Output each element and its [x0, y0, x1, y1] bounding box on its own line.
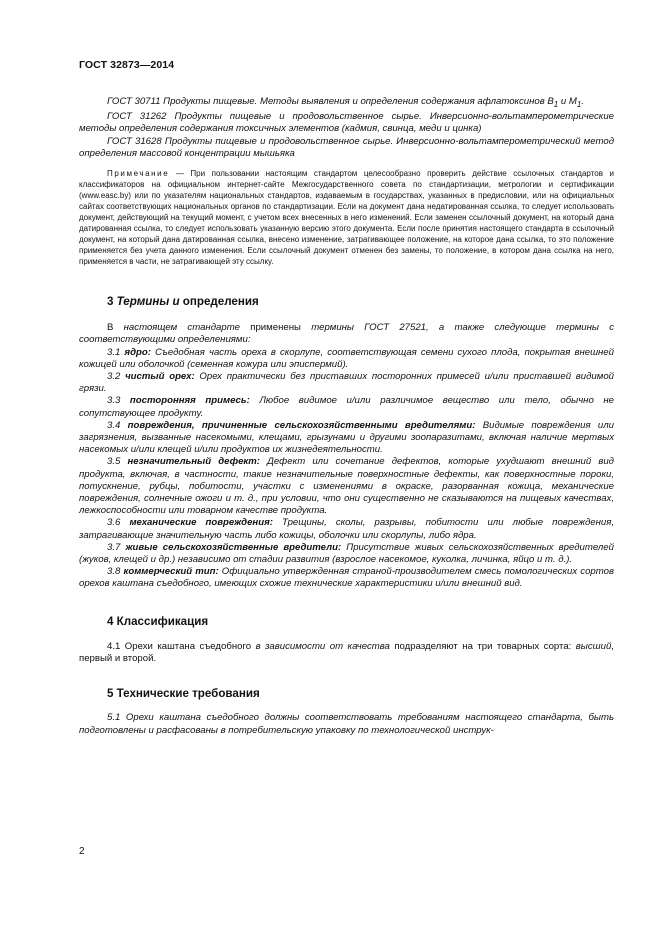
term-number: 3.5	[107, 456, 128, 468]
term-number: 3.2	[107, 370, 126, 382]
term-definition	[79, 371, 614, 395]
term-definition-text: Видимые повреждения или загрязнения, вызванные насекомыми, клещами, грызунами и другими зоопаразитами, включая наличие мертвых насекомых и/или клещей и/или продуктов их жизнедеятельности.	[79, 419, 614, 456]
heading-text-italic: Термины и	[116, 294, 180, 308]
term-definition-text: Присутствие живых сельскохозяйственных вредителей (жуков, клещей и др.) независимо от стадии развития (взрослое насекомое, куколка, личинка, яйцо и т. д.).	[79, 541, 614, 565]
subscript: 1	[553, 99, 559, 109]
term-number: 3.4	[107, 419, 128, 431]
term-definition	[79, 456, 614, 517]
term-definition-text: Любое видимое и/или различимое вещество или тело, обычно не сопутствующее продукту.	[79, 395, 614, 419]
term-definition	[79, 566, 614, 590]
term-name: коммерческий тип:	[123, 566, 219, 578]
term-name: незначительный дефект:	[127, 456, 261, 468]
term-definition-text: Трещины, сколы, разрывы, побитости или любые повреждения, затрагивающие значительную часть либо кожицы, оболочки или скорлупы, либо ядра.	[79, 517, 615, 541]
reference-gost-30711	[79, 96, 614, 111]
paragraph-text: , первый и второй.	[79, 640, 614, 664]
document-code-header: ГОСТ 32873—2014	[79, 59, 175, 71]
term-definition	[79, 517, 614, 541]
reference-text: ГОСТ 30711 Продукты пищевые. Методы выявления и определения содержания афлатоксинов В	[107, 96, 554, 107]
section-4-heading: 4 Классификация	[107, 614, 209, 628]
term-name: ядро:	[124, 346, 151, 358]
term-name: механические повреждения:	[129, 517, 273, 529]
term-name: живые сельскохозяйственные вредители:	[125, 541, 342, 553]
term-number: 3.7	[107, 541, 126, 553]
paragraph-text: 4.1 Орехи каштана съедобного	[107, 640, 256, 652]
term-number: 3.6	[107, 517, 130, 529]
section-5-heading: 5 Технические требования	[107, 687, 260, 701]
section-4-paragraph	[79, 641, 614, 665]
term-number: 3.3	[107, 395, 130, 407]
term-definitions-list	[79, 347, 614, 591]
term-definition-text: Официально утвержденная страной-производителем смесь помологических сортов орехов каштана съедобного, имеющих схожие технические характеристики и/или внешний вид.	[79, 566, 614, 590]
term-definition-text: Орех практически без приставших посторонних примесей и/или приставшей видимой грязи.	[79, 370, 615, 395]
note-paragraph	[79, 168, 614, 267]
intro-text: В	[107, 322, 124, 334]
term-name: повреждения, причиненные сельскохозяйственными вредителями:	[127, 419, 476, 431]
paragraph-text: подразделяют на три товарных сорта:	[389, 640, 576, 652]
reference-text: .	[581, 96, 585, 107]
heading-number: 3	[107, 294, 117, 308]
term-definition	[79, 347, 614, 371]
term-number: 3.1	[107, 346, 125, 358]
term-definition	[79, 395, 614, 419]
term-definition-text: Дефект или сочетание дефектов, которые ухудшают внешний вид продукта, включая, в частности, такие незначительные поверхностные дефекты, как поверхностные пороки, потускнение, рубцы, побитости, участки с изменениями в окраске, разорванная кожица, механические повреждения, солнечные ожоги и т. д., при условии, что они существенно не сказываются на пищевых качествах, лежкоспособности или товарном качестве продукта.	[79, 456, 614, 517]
note-label: Примечание	[107, 168, 170, 178]
reference-gost-31628: ГОСТ 31628 Продукты пищевые и продовольственное сырье. Инверсионно-вольтамперометрический метод определения массовой концентрации мышьяка	[79, 135, 614, 159]
intro-text: термины ГОСТ 27521, а также следующие термины с соответствующими определениями:	[79, 322, 615, 346]
section-3-heading	[79, 296, 614, 308]
heading-text: определения	[179, 294, 259, 308]
note-text: — При пользовании настоящим стандартом целесообразно проверить действие ссылочных стандартов и классификаторов на официальном интернет-сайте Межгосударственного совета по стандартизации, метрологии и сертификации (www.easc.by) или по указателям национальных стандартов, издаваемым в государствах, указанных в предисловии, или на официальных сайтах соответствующих национальных органов по стандартизации. Если на документ дана недатированная ссылка, то следует использовать документ, действующий на текущий момент, с учетом всех внесенных в него изменений. Если заменен ссылочный документ, на который дана датированная ссылка, то следует использовать указанную версию этого документа. Если после принятия настоящего стандарта в ссылочный документ, на который дана датированная ссылка, внесено изменение, затрагивающее положение, на которое дана ссылка, то это положение применяется без учета данного изменения. Если ссылочный документ отменен без замены, то положение, в котором дана ссылка на него, применяется в части, не затрагивающей эту ссылку.	[79, 168, 614, 266]
document-body	[79, 96, 614, 737]
paragraph-text: в зависимости от качества	[255, 640, 390, 652]
term-number: 3.8	[107, 566, 124, 578]
paragraph-text: высший	[575, 640, 612, 652]
term-definition	[79, 420, 614, 457]
section-3-intro	[79, 322, 614, 346]
page-number: 2	[79, 846, 85, 857]
section-5-paragraph: 5.1 Орехи каштана съедобного должны соответствовать требованиям настоящего стандарта, быть подготовлены и расфасованы в потребительскую упаковку по технологической инструк-	[79, 712, 614, 736]
term-name: посторонняя примесь:	[129, 395, 250, 407]
term-name: чистый орех:	[125, 370, 195, 382]
intro-text: настоящем стандарте	[123, 322, 241, 334]
intro-text: применены	[240, 322, 312, 334]
subscript: 1	[576, 99, 582, 109]
reference-gost-31262: ГОСТ 31262 Продукты пищевые и продовольственное сырье. Инверсионно-вольтамперометрические методы определения содержания токсичных элементов (кадмия, свинца, меди и цинка)	[79, 111, 614, 135]
term-definition-text: Съедобная часть ореха в скорлупе, соответствующая семени сухого плода, покрытая внешней кожицей или оболочкой (семенная кожура или эписпермий).	[79, 346, 614, 370]
term-definition	[79, 542, 614, 566]
reference-text: и М	[558, 96, 577, 107]
